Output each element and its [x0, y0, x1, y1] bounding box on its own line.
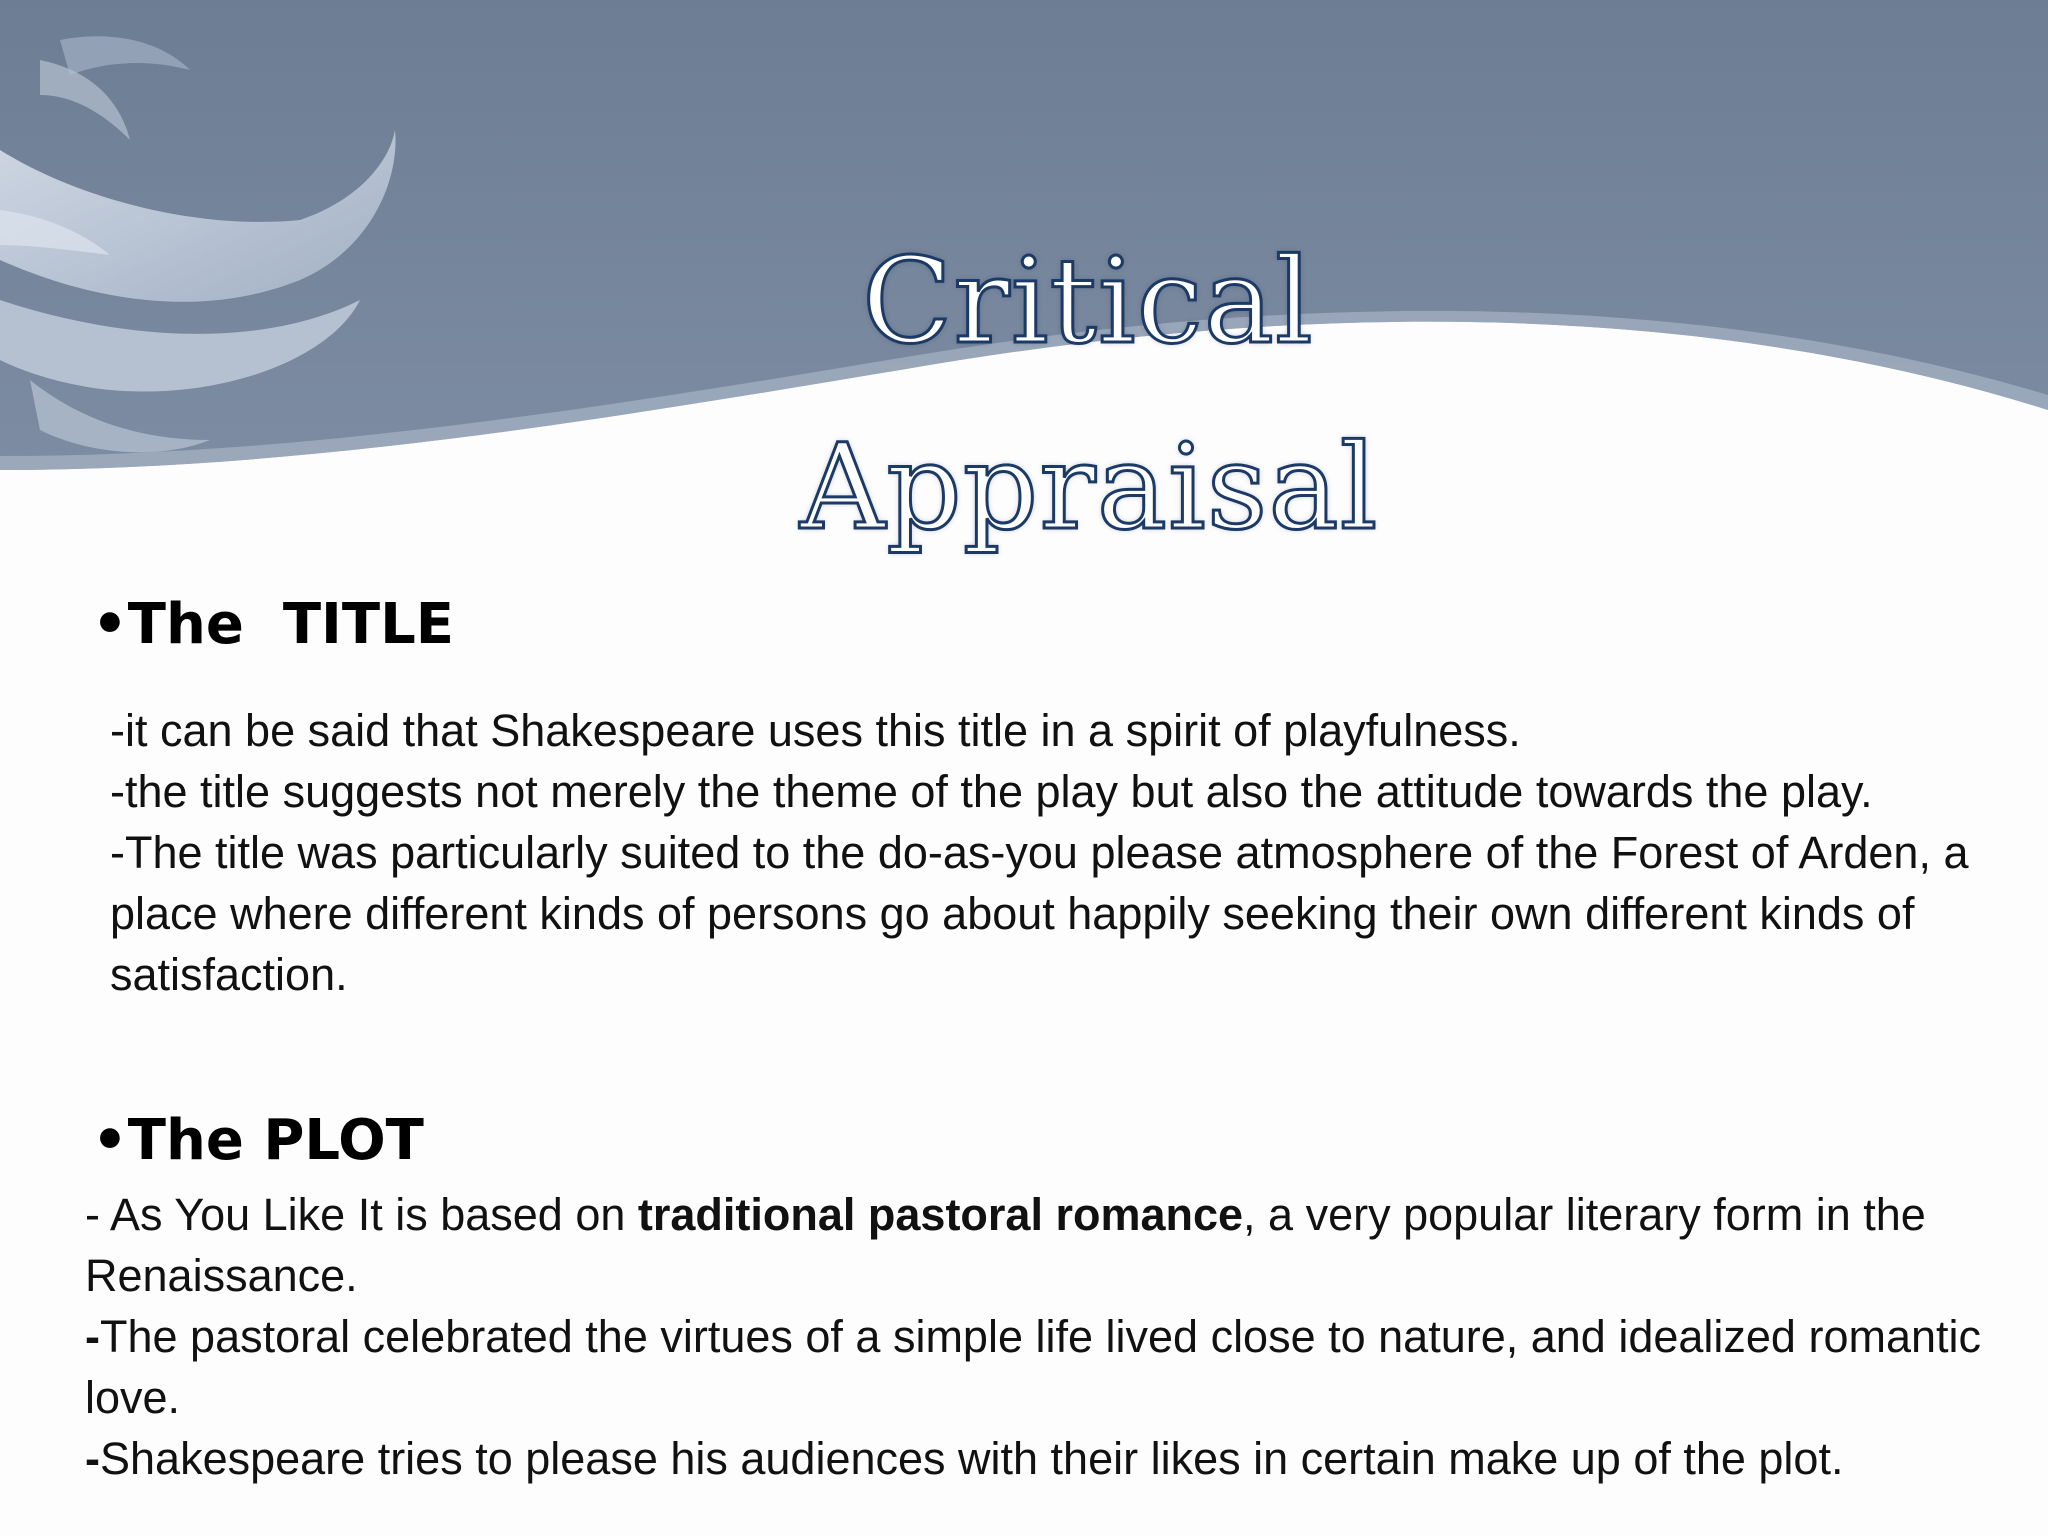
slide-title-line-1: Critical — [862, 232, 1314, 370]
title-point-2: -the title suggests not merely the theme of the play but also the attitude towards the play. — [110, 766, 1873, 817]
plot-point-1-bold: traditional pastoral romance — [637, 1189, 1244, 1240]
plot-point-3-text: Shakespeare tries to please his audiences with their likes in certain make up of the plot. — [100, 1433, 1844, 1484]
title-section-body — [110, 700, 1990, 1005]
title-point-3: -The title was particularly suited to the do-as-you please atmosphere of the Forest of Arden, a place where different kinds of persons go about happily seeking their own different kinds of satisfaction. — [110, 827, 1969, 1000]
plot-point-1 — [85, 1184, 2005, 1306]
plot-point-2 — [85, 1306, 2005, 1428]
section-heading-plot: •The PLOT — [92, 1108, 424, 1173]
plot-point-1-pre: - As You Like It is based on — [85, 1189, 638, 1240]
plot-point-3 — [85, 1428, 2005, 1489]
plot-point-3-dash: - — [85, 1433, 100, 1484]
plot-section-body — [85, 1184, 2005, 1489]
title-point-1: -it can be said that Shakespeare uses this title in a spirit of playfulness. — [110, 705, 1521, 756]
slide-title-line-2: Appraisal — [800, 418, 1379, 556]
plot-point-2-dash: - — [85, 1311, 100, 1362]
plot-point-2-text: The pastoral celebrated the virtues of a simple life lived close to nature, and idealized romantic love. — [85, 1311, 1982, 1423]
section-heading-title: •The TITLE — [92, 592, 455, 657]
plot-point-1-post: , a very popular literary form in the Renaissance. — [85, 1189, 1926, 1301]
